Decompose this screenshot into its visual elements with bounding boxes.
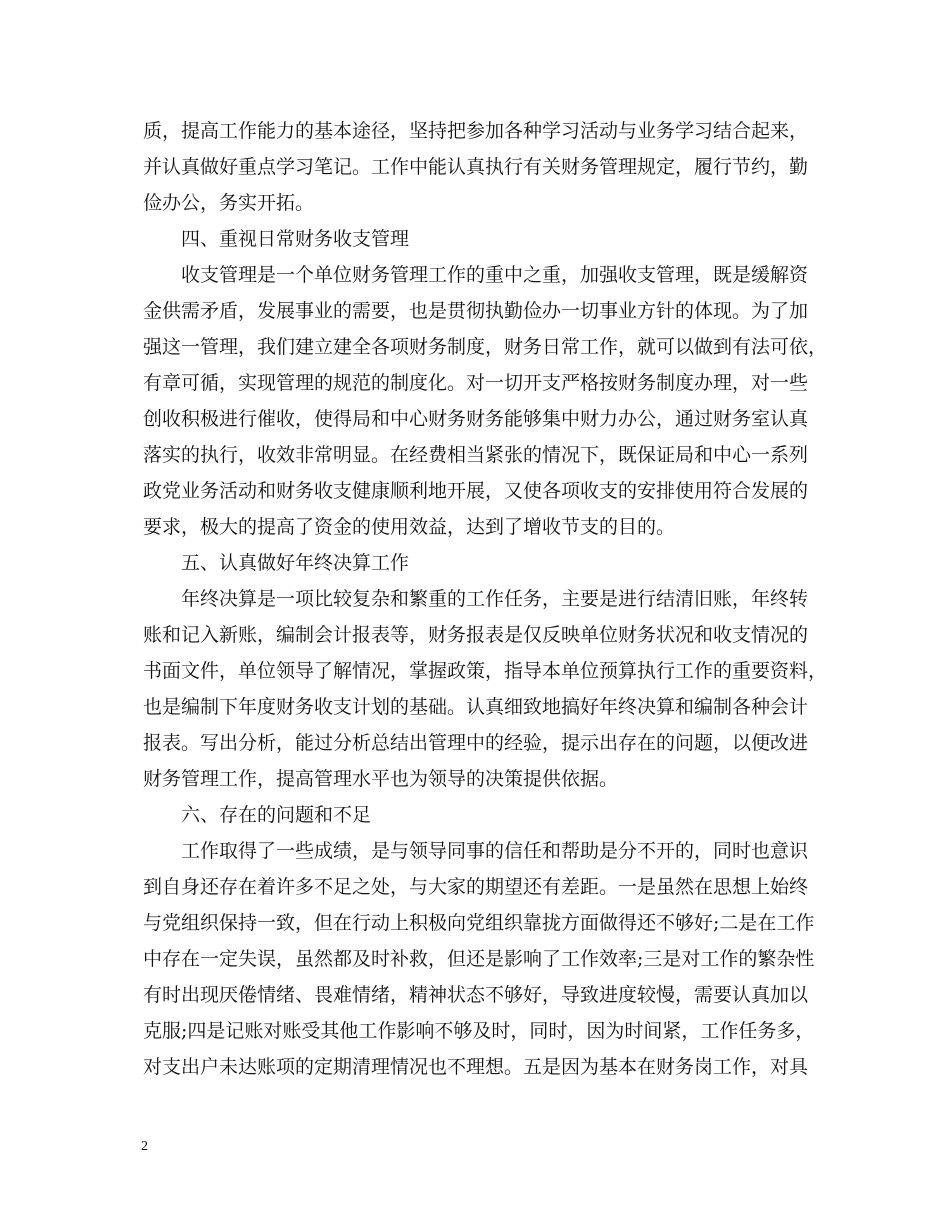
text-line: 有时出现厌倦情绪、畏难情绪，精神状态不够好，导致进度较慢，需要认真加以: [143, 984, 809, 1006]
text-line: 金供需矛盾，发展事业的需要，也是贯彻执勤俭办一切事业方针的体现。为了加: [143, 300, 809, 322]
text-line: 质，提高工作能力的基本途径，坚持把参加各种学习活动与业务学习结合起来，: [143, 120, 809, 142]
text-line: 要求，极大的提高了资金的使用效益，达到了增收节支的目的。: [143, 516, 676, 538]
text-line: 到自身还存在着许多不足之处，与大家的期望还有差距。一是虽然在思想上始终: [143, 876, 809, 898]
text-line: 对支出户未达账项的定期清理情况也不理想。五是因为基本在财务岗工作，对具: [143, 1056, 809, 1078]
text-line: 落实的执行，收效非常明显。在经费相当紧张的情况下，既保证局和中心一系列: [143, 444, 809, 466]
text-line: 账和记入新账，编制会计报表等，财务报表是仅反映单位财务状况和收支情况的: [143, 624, 809, 646]
text-line: 与党组织保持一致，但在行动上积极向党组织靠拢方面做得还不够好;二是在工作: [143, 912, 815, 934]
text-line: 有章可循，实现管理的规范的制度化。对一切开支严格按财务制度办理，对一些: [143, 372, 809, 394]
text-line: 书面文件，单位领导了解情况，掌握政策，指导本单位预算执行工作的重要资料，: [143, 660, 828, 682]
text-line: 报表。写出分析，能过分析总结出管理中的经验，提示出存在的问题，以便改进: [143, 732, 809, 754]
text-line: 收支管理是一个单位财务管理工作的重中之重，加强收支管理，既是缓解资: [181, 264, 809, 286]
text-line: 也是编制下年度财务收支计划的基础。认真细致地搞好年终决算和编制各种会计: [143, 696, 809, 718]
page-number: 2: [141, 1139, 148, 1154]
text-line: 工作取得了一些成绩，是与领导同事的信任和帮助是分不开的，同时也意识: [181, 840, 809, 862]
text-line: 中存在一定失误，虽然都及时补救，但还是影响了工作效率;三是对工作的繁杂性: [143, 948, 815, 970]
text-line: 并认真做好重点学习笔记。工作中能认真执行有关财务管理规定，履行节约，勤: [143, 156, 809, 178]
section-heading: 四、重视日常财务收支管理: [181, 228, 410, 250]
section-heading: 六、存在的问题和不足: [181, 804, 372, 826]
text-line: 俭办公，务实开拓。: [143, 192, 315, 214]
text-line: 克服;四是记账对账受其他工作影响不够及时，同时，因为时间紧，工作任务多，: [143, 1020, 815, 1042]
text-line: 政党业务活动和财务收支健康顺利地开展，又使各项收支的安排使用符合发展的: [143, 480, 809, 502]
text-line: 创收积极进行催收，使得局和中心财务财务能够集中财力办公，通过财务室认真: [143, 408, 809, 430]
section-heading: 五、认真做好年终决算工作: [181, 552, 410, 574]
text-line: 年终决算是一项比较复杂和繁重的工作任务，主要是进行结清旧账，年终转: [181, 588, 809, 610]
text-line: 财务管理工作，提高管理水平也为领导的决策提供依据。: [143, 768, 619, 790]
text-line: 强这一管理，我们建立建全各项财务制度，财务日常工作，就可以做到有法可依，: [143, 336, 828, 358]
